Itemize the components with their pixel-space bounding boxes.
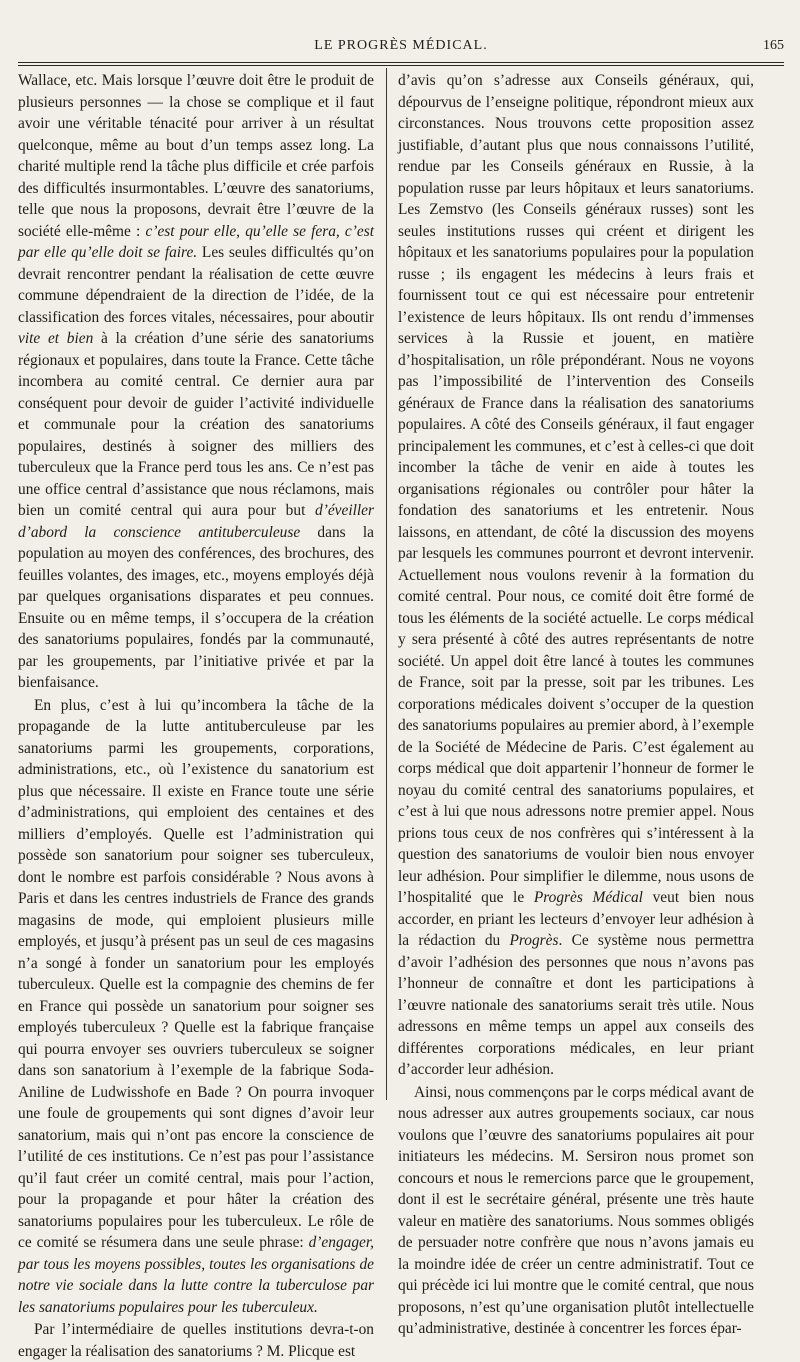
italic-text: c’est pour elle, qu’elle se fera, c’est par elle qu’elle doit se faire. bbox=[18, 222, 374, 261]
italic-text: Progrès bbox=[509, 932, 559, 949]
text-run: d’avis qu’on s’adresse aux Conseils généraux, qui, dépourvus de l’enseigne politique, répondront mieux aux circonstances. Nous trouvons cette proposition assez justifiable, d’autant plus que nous connaissons l’utilité, rendue par les Conseils généraux en Russie, à la population russe par leurs hôpitaux et leurs sanatoriums. Les Zemstvo (les Conseils généraux russes) sont les seules institutions russes qui créent et dirigent les hôpitaux et les sanatoriums populaires pour la population russe ; ils engagent les médecins à leurs frais et fournissent tout ce qui est nécessaire pour entretenir l’existence de leurs hôpitaux. Ils ont rendu d’immenses services à la Russie et jouent, en matière d’hospitalisation, un rôle prépondérant. Nous ne voyons pas l’impossibilité de l’intervention des Conseils généraux de France dans la réalisation des sanatoriums populaires. A côté des Conseils généraux, il faut engager principalement les communes, et c’est à celles-ci que doit incomber la tâche de venir en aide à toutes les organisations régionales ou contrôler pour hâter la fondation des sanatoriums et les entretenir. Nous laissons, en attendant, de côté la discussion des moyens par lesquels les communes pourront et devront intervenir. Actuellement nous voulons revenir à la formation du comité central. Pour nous, ce comité doit être formé de tous les éléments de la société actuelle. Le corps médical y sera présenté à côté des autres représentants de notre société. Un appel doit être lancé à toutes les communes de France, soit par la presse, soit par les tribunes. Les corporations médicales doivent s’occuper de la question des sanatoriums populaires au premier abord, à l’exemple de la Société de Médecine de Paris. C’est également au corps médical que doit appartenir l’honneur de former le noyau du comité central des sanatoriums populaires, et c’est à lui que nous adressons notre premier appel. Nous prions tous ceux de nos confrères qui s’intéressent à la question des sanatoriums de vouloir bien nous envoyer leur adhésion. Pour simplifier le dilemme, nous usons de l’hospitalité que le bbox=[398, 72, 754, 906]
text-run: dans la population au moyen des conférences, des brochures, des feuilles volantes, des images, etc., moyens employés déjà par quelques organisations disparates et peu connues. Ensuite ou en même temps, il s’occupera de la création des sanatoriums populaires, fondés par la communauté, par les groupements, par l’initiative privée et par la bienfaisance. bbox=[18, 523, 374, 691]
italic-text: vite et bien bbox=[18, 330, 94, 347]
italic-text: Progrès Médical bbox=[533, 889, 643, 906]
paragraph bbox=[398, 70, 754, 1081]
text-run: En plus, c’est à lui qu’incombera la tâche de la propagande de la lutte antituberculeuse par les sanatoriums parmi les groupements, corporations, administrations, etc., où l’existence du sanatorium est plus que nécessaire. Il existe en France toute une série d’administrations, qui emploient des centaines et des milliers d’employés. Quelle est l’administration qui possède son sanatorium pour soigner ses tuberculeux, dont le nombre est parfois considérable ? Nous avons à Paris et dans les centres industriels de France des grands magasins de mode, qui emploient plusieurs mille employés, et jusqu’à présent pas un seul de ces magasins n’a songé à fonder un sanatorium pour les employés tuberculeux. Quelle est la compagnie des chemins de fer en France qui possède un sanatorium pour soigner ses employés tuberculeux ? Quelle est la fabrique française qui pourra envoyer ses ouvriers tuberculeux se soigner dans son sanatorium à l’exemple de la fabrique Soda-Aniline de Ludwisshofe en Bade ? On pourra invoquer une foule de groupements qui sont dignes d’avoir leur sanatorium, mais qui n’ont pas encore la conscience de l’utilité de ces institutions. Ce n’est pas pour l’assistance qu’il faut créer un comité central, mais pour l’action, pour la propagande et pour hâter la création des sanatoriums populaires pour les tuberculeux. Le rôle de ce comité se résumera dans une seule phrase: bbox=[18, 696, 374, 1251]
italic-text: d’éveiller d’abord la conscience antituberculeuse bbox=[18, 502, 374, 541]
paragraph bbox=[18, 1319, 374, 1362]
page-number: 165 bbox=[763, 38, 784, 53]
right-column bbox=[398, 70, 754, 1337]
running-title: LE PROGRÈS MÉDICAL. bbox=[314, 38, 488, 53]
text-run: Ainsi, nous commençons par le corps médical avant de nous adresser aux autres groupements sociaux, car nous voulons que l’œuvre des sanatoriums populaires ait pour initiateurs les médecins. M. Sersiron nous promet son concours et nous le remercions parce que le groupement, dont il est le secrétaire général, présente une très haute valeur en matière des sanatoriums. Nous sommes obligés de persuader notre confrère que nous n’avons jamais eu la moindre idée de créer un centre administratif. Tout ce qui précède ici lui montre que le comité central, que nous proposons, n’est qu’une organisation plutôt intellectuelle qu’administrative, destinée à concentrer les forces épar- bbox=[398, 1083, 754, 1337]
header-rule bbox=[18, 62, 784, 63]
text-run: à la création d’une série des sanatoriums régionaux et populaires, dans toute la France. Cette tâche incombera au comité central. Ce dernier aura par conséquent pour devoir de guider l’activité individuelle et communale pour la création des sanatoriums populaires, destinés à soigner des milliers des tuberculeux que la France perd tous les ans. Ce n’est pas une office central d’assistance que nous réclamons, mais bien un comité central qui aura pour but bbox=[18, 330, 375, 519]
italic-text: d’engager, par tous les moyens possibles, toutes les organisations de notre vie sociale dans la lutte contre la tuberculose par les sanatoriums populaires pour les tuberculeux. bbox=[18, 1234, 374, 1316]
text-run: Wallace, etc. Mais lorsque l’œuvre doit être le produit de plusieurs personnes — la chose se complique et il faut avoir une véritable ténacité pour arriver à un résultat quelconque, même au bout d’un temps assez long. La charité multiple rend la tâche plus difficile et crée parfois des difficultés insurmontables. L’œuvre des sanatoriums, telle que nous la proposons, devrait être l’œuvre de la société elle-même : bbox=[18, 72, 374, 240]
text-run: Les seules difficultés qu’on devrait rencontrer pendant la réalisation de cette œuvre commune dépendraient de la direction de l’idée, de la classification des forces vitales, nécessaires, pour aboutir bbox=[18, 244, 375, 326]
text-run: Par l’intermédiaire de quelles institutions devra-t-on engager la réalisation des sanatoriums ? M. Plicque est bbox=[18, 1321, 374, 1360]
paragraph bbox=[18, 70, 374, 694]
text-run: veut bien nous accorder, en priant les lecteurs d’envoyer leur adhésion à la rédaction du bbox=[398, 889, 754, 949]
header-rule-double bbox=[18, 65, 784, 66]
paragraph bbox=[18, 695, 374, 1319]
left-column bbox=[18, 70, 375, 1360]
column-divider bbox=[386, 68, 387, 1100]
paragraph bbox=[398, 1082, 754, 1340]
text-run: . Ce système nous permettra d’avoir l’adhésion des personnes que nous n’avons pas l’honneur de connaître et dont les participations à l’œuvre nationale des sanatoriums serait très utile. Nous adressons en même temps un appel aux conseils des différentes corporations médicales, en leur priant d’accorder leur adhésion. bbox=[398, 932, 754, 1078]
page-header bbox=[18, 36, 784, 60]
